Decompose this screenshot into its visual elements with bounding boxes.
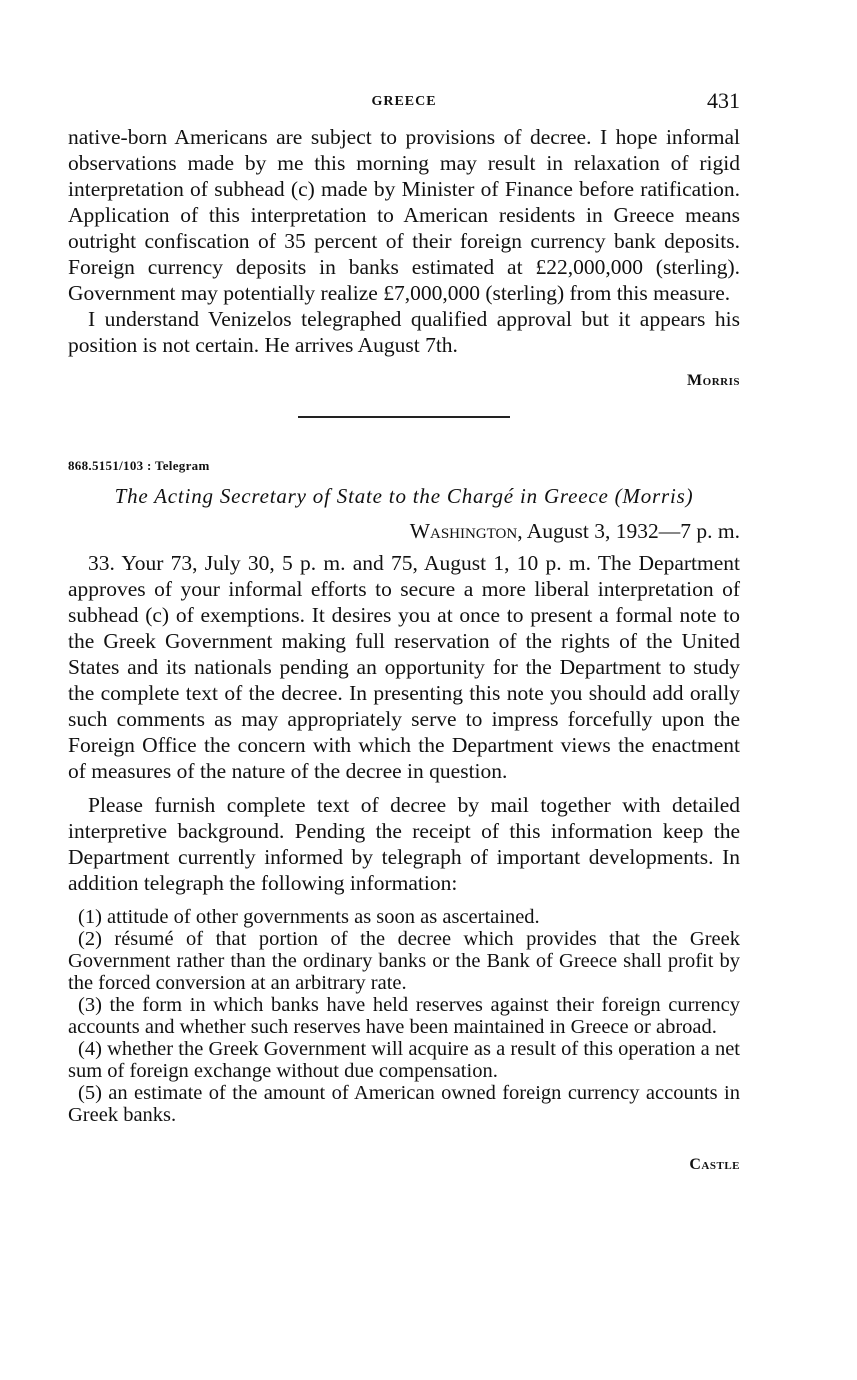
list-item: (1) attitude of other governments as soon as ascertained. (78, 906, 540, 928)
list-item: (2) résumé of that portion of the decree which provides that the Greek Government rather than the ordinary banks or the Bank of Greece shall profit by the forced conversion at an arbitrary rate. (68, 928, 740, 994)
continuation-paragraph: I understand Venizelos telegraphed qualified approval but it appears his position is not certain. He arrives August 7th. (68, 307, 740, 357)
body-paragraph: Please furnish complete text of decree by mail together with detailed interpretive background. Pending the receipt of this information keep the Department currently informed by telegraph of important developments. In addition telegraph the following information: (68, 793, 740, 895)
list-item: (3) the form in which banks have held reserves against their foreign currency accounts and whether such reserves have been maintained in Greece or abroad. (68, 994, 740, 1038)
dateline-place: Washington (409, 519, 518, 543)
section-divider (298, 416, 510, 418)
body-paragraph: 33. Your 73, July 30, 5 p. m. and 75, August 1, 10 p. m. The Department approves of your informal efforts to secure a more liberal interpretation of subhead (c) of exemptions. It desires you at once to present a formal note to the Greek Government making full reservation of the rights of the United States and its nationals pending an opportunity for the Department to study the complete text of the decree. In presenting this note you should add orally such comments as may appropriately serve to impress forcefully upon the Foreign Office the concern with which the Department views the enactment of measures of the nature of the decree in question. (68, 551, 740, 783)
list-item: (4) whether the Greek Government will acquire as a result of this operation a net sum of foreign exchange without due compensation. (68, 1038, 740, 1082)
dateline-date: , August 3, 1932—7 p. m. (517, 519, 740, 543)
dateline (68, 519, 740, 544)
page-number: 431 (707, 88, 740, 113)
document-title: The Acting Secretary of State to the Chargé in Greece (Morris) (114, 484, 694, 508)
continuation-paragraph: native-born Americans are subject to provisions of decree. I hope informal observations made by me this morning may result in relaxation of rigid interpretation of subhead (c) made by Minister of Finance before ratification. Application of this interpretation to American residents in Greece means outright confiscation of 35 percent of their foreign currency bank deposits. Foreign currency deposits in banks estimated at £22,000,000 (sterling). Government may potentially realize £7,000,000 (sterling) from this measure. (68, 125, 740, 305)
file-reference: 868.5151/103 : Telegram (68, 458, 210, 473)
list-item: (5) an estimate of the amount of American owned foreign currency accounts in Greek banks. (68, 1082, 740, 1126)
document-page (68, 84, 740, 1174)
signature-morris: Morris (687, 372, 740, 389)
information-list (68, 906, 740, 1126)
running-head: GREECE (371, 94, 437, 109)
page-header (68, 84, 740, 124)
signature-castle: Castle (689, 1156, 740, 1173)
